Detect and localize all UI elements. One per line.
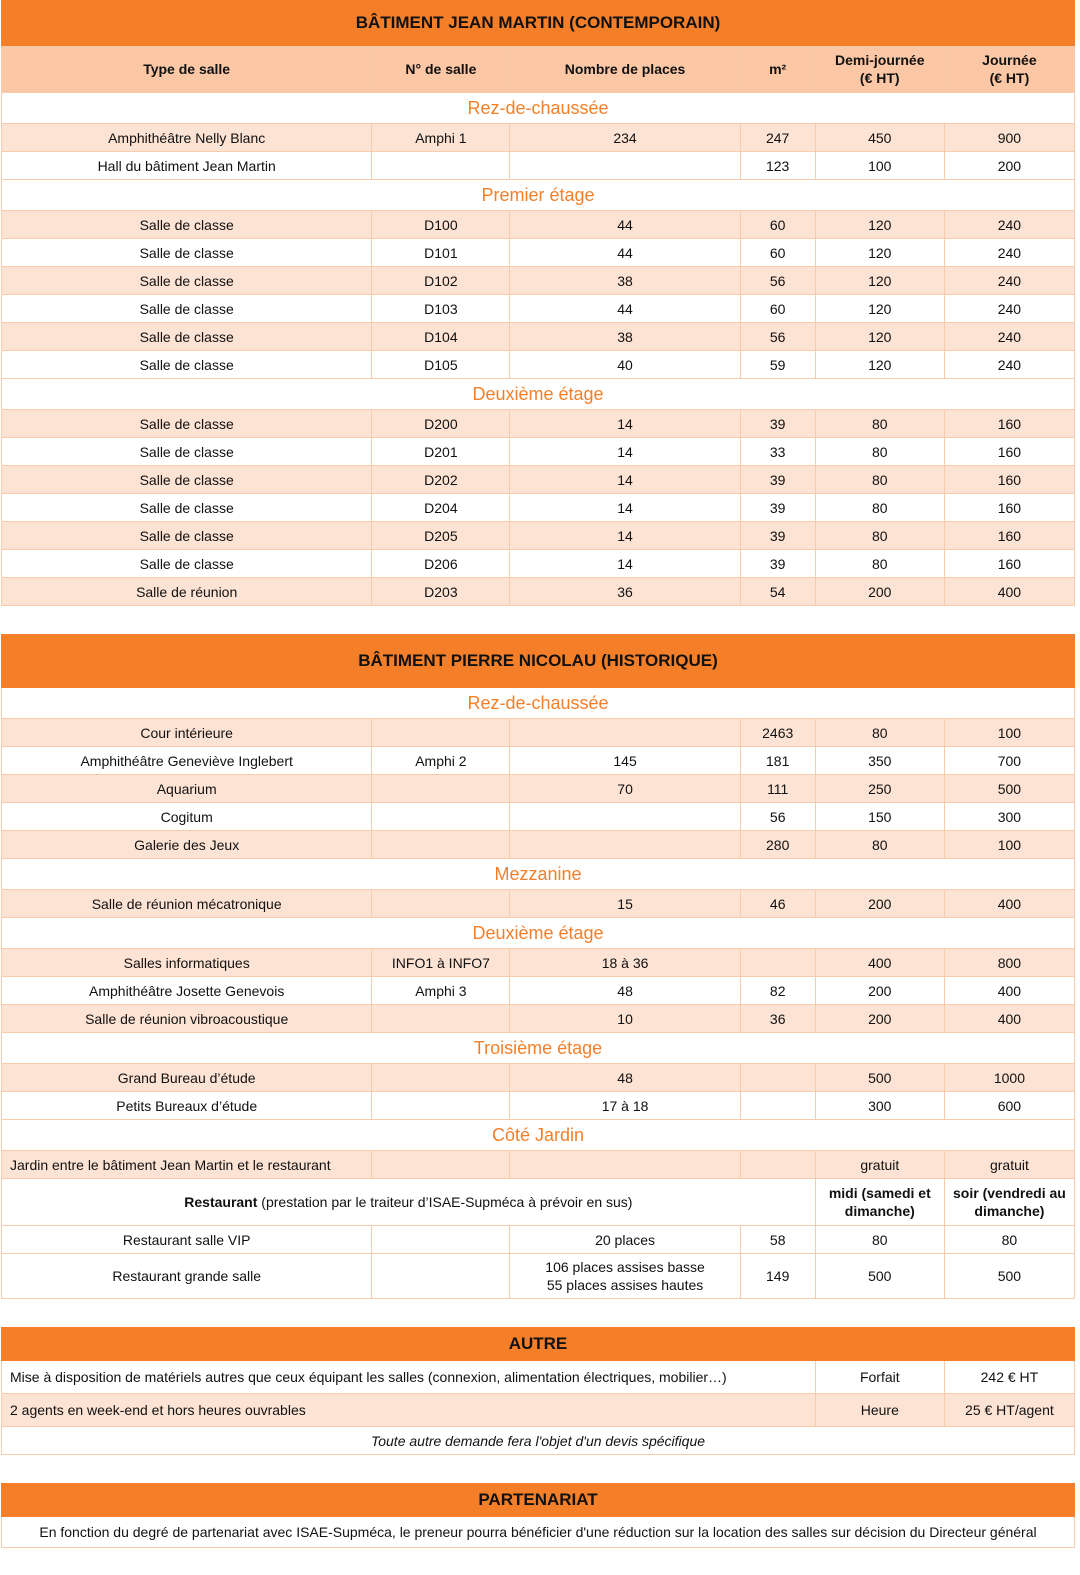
table-row	[2, 1064, 1075, 1092]
table-row	[2, 438, 1075, 466]
places: 17 à 18	[510, 1092, 740, 1120]
day-price: 400	[944, 890, 1074, 918]
area: 149	[740, 1254, 815, 1299]
day-price: 100	[944, 719, 1074, 747]
room-type: Cour intérieure	[2, 719, 372, 747]
day-price: 80	[944, 1226, 1074, 1254]
autre-note: Toute autre demande fera l'objet d'un devis spécifique	[2, 1427, 1075, 1455]
area: 59	[740, 351, 815, 379]
section-header	[2, 918, 1075, 949]
room-type: Salle de classe	[2, 494, 372, 522]
table-row	[2, 831, 1075, 859]
half-day-price: 450	[815, 124, 944, 152]
room-type: Salle de classe	[2, 323, 372, 351]
places: 14	[510, 410, 740, 438]
building-pierre-nicolau-table	[1, 634, 1075, 1299]
section-title: Deuxième étage	[2, 918, 1075, 949]
area: 82	[740, 977, 815, 1005]
area: 56	[740, 323, 815, 351]
half-day-price: 200	[815, 578, 944, 606]
room-number: Amphi 1	[372, 124, 510, 152]
room-type: Salle de classe	[2, 267, 372, 295]
table-title: PARTENARIAT	[2, 1484, 1075, 1517]
area: 33	[740, 438, 815, 466]
room-type: Salle de classe	[2, 550, 372, 578]
places: 14	[510, 466, 740, 494]
room-number	[372, 1226, 510, 1254]
area	[740, 1092, 815, 1120]
room-number: D206	[372, 550, 510, 578]
area: 60	[740, 211, 815, 239]
room-number	[372, 1151, 510, 1179]
half-day-price: 80	[815, 494, 944, 522]
day-price: 600	[944, 1092, 1074, 1120]
room-number: D203	[372, 578, 510, 606]
places: 48	[510, 1064, 740, 1092]
half-day-price: 80	[815, 522, 944, 550]
section-header	[2, 93, 1075, 124]
day-price: 700	[944, 747, 1074, 775]
day-price: 1000	[944, 1064, 1074, 1092]
day-price: 160	[944, 438, 1074, 466]
half-day-price: 120	[815, 295, 944, 323]
section-header	[2, 688, 1075, 719]
half-day-price: 80	[815, 466, 944, 494]
half-day-price: 80	[815, 1226, 944, 1254]
places: 14	[510, 550, 740, 578]
restaurant-header-row	[2, 1179, 1075, 1226]
room-type: Galerie des Jeux	[2, 831, 372, 859]
half-day-price: 400	[815, 949, 944, 977]
half-day-price: 80	[815, 410, 944, 438]
col-places: Nombre de places	[510, 46, 740, 93]
day-price: 240	[944, 267, 1074, 295]
half-day-price: 500	[815, 1064, 944, 1092]
area	[740, 949, 815, 977]
room-type: Petits Bureaux d’étude	[2, 1092, 372, 1120]
table-row	[2, 295, 1075, 323]
area: 60	[740, 295, 815, 323]
room-number: INFO1 à INFO7	[372, 949, 510, 977]
room-type: Amphithéâtre Josette Genevois	[2, 977, 372, 1005]
day-price: 100	[944, 831, 1074, 859]
places: 70	[510, 775, 740, 803]
area	[740, 1064, 815, 1092]
room-type: Aquarium	[2, 775, 372, 803]
table-row	[2, 239, 1075, 267]
table-row	[2, 1151, 1075, 1179]
room-type: Grand Bureau d’étude	[2, 1064, 372, 1092]
table-row	[2, 494, 1075, 522]
places: 18 à 36	[510, 949, 740, 977]
places: 14	[510, 522, 740, 550]
half-day-price: 250	[815, 775, 944, 803]
section-title: Troisième étage	[2, 1033, 1075, 1064]
places: 145	[510, 747, 740, 775]
day-price: 160	[944, 466, 1074, 494]
area: 39	[740, 410, 815, 438]
table-row	[2, 719, 1075, 747]
room-number: D101	[372, 239, 510, 267]
places: 38	[510, 267, 740, 295]
room-type: Salle de classe	[2, 351, 372, 379]
day-price: 200	[944, 152, 1074, 180]
room-type: Salle de réunion vibroacoustique	[2, 1005, 372, 1033]
room-type: Hall du bâtiment Jean Martin	[2, 152, 372, 180]
places: 106 places assises basse 55 places assises hautes	[510, 1254, 740, 1299]
room-number	[372, 1005, 510, 1033]
table-row	[2, 1226, 1075, 1254]
room-type: Salle de classe	[2, 239, 372, 267]
room-type: Salle de classe	[2, 295, 372, 323]
table-row	[2, 1254, 1075, 1299]
area: 39	[740, 466, 815, 494]
half-day-price: 120	[815, 211, 944, 239]
room-type: Restaurant salle VIP	[2, 1226, 372, 1254]
col-type: Type de salle	[2, 46, 372, 93]
room-number	[372, 719, 510, 747]
places: 15	[510, 890, 740, 918]
room-number: D105	[372, 351, 510, 379]
places: 14	[510, 438, 740, 466]
day-price: 400	[944, 977, 1074, 1005]
table-title: BÂTIMENT PIERRE NICOLAU (HISTORIQUE)	[2, 635, 1075, 688]
day-price: 240	[944, 211, 1074, 239]
area: 56	[740, 803, 815, 831]
table-row	[2, 323, 1075, 351]
table-row	[2, 949, 1075, 977]
table-row	[2, 550, 1075, 578]
section-title: Premier étage	[2, 180, 1075, 211]
room-type: Salle de classe	[2, 438, 372, 466]
half-day-price: 100	[815, 152, 944, 180]
area: 123	[740, 152, 815, 180]
day-price: gratuit	[944, 1151, 1074, 1179]
restaurant-label: Restaurant (prestation par le traiteur d’ISAE-Supméca à prévoir en sus)	[2, 1179, 816, 1226]
table-title: BÂTIMENT JEAN MARTIN (CONTEMPORAIN)	[2, 1, 1075, 46]
table-title: AUTRE	[2, 1328, 1075, 1361]
half-day-price: 150	[815, 803, 944, 831]
places: 10	[510, 1005, 740, 1033]
area: 54	[740, 578, 815, 606]
section-header	[2, 180, 1075, 211]
day-price: 160	[944, 410, 1074, 438]
day-price: 400	[944, 578, 1074, 606]
area: 280	[740, 831, 815, 859]
section-title: Deuxième étage	[2, 379, 1075, 410]
room-number: Amphi 3	[372, 977, 510, 1005]
half-day-price: 120	[815, 323, 944, 351]
section-header	[2, 379, 1075, 410]
autre-table	[1, 1327, 1075, 1455]
room-type: Jardin entre le bâtiment Jean Martin et le restaurant	[2, 1151, 372, 1179]
places: 234	[510, 124, 740, 152]
room-number: D100	[372, 211, 510, 239]
places: 44	[510, 295, 740, 323]
table-row	[2, 267, 1075, 295]
day-price: 160	[944, 550, 1074, 578]
room-number	[372, 1254, 510, 1299]
room-number: D102	[372, 267, 510, 295]
day-price: 240	[944, 323, 1074, 351]
partenariat-table	[1, 1483, 1075, 1548]
half-day-price: 500	[815, 1254, 944, 1299]
table-row	[2, 351, 1075, 379]
room-type: Salle de classe	[2, 466, 372, 494]
room-type: Salle de réunion	[2, 578, 372, 606]
area: 247	[740, 124, 815, 152]
half-day-price: 80	[815, 719, 944, 747]
room-number	[372, 775, 510, 803]
section-header	[2, 1120, 1075, 1151]
table-row	[2, 466, 1075, 494]
day-price: 300	[944, 803, 1074, 831]
room-number	[372, 1092, 510, 1120]
table-row	[2, 124, 1075, 152]
day-price: 160	[944, 522, 1074, 550]
places	[510, 831, 740, 859]
area: 111	[740, 775, 815, 803]
section-title: Mezzanine	[2, 859, 1075, 890]
room-number: Amphi 2	[372, 747, 510, 775]
day-price: 500	[944, 775, 1074, 803]
day-price: 400	[944, 1005, 1074, 1033]
building-jean-martin-table	[1, 0, 1075, 606]
col-number: N° de salle	[372, 46, 510, 93]
half-day-price: 120	[815, 267, 944, 295]
places	[510, 1151, 740, 1179]
area: 36	[740, 1005, 815, 1033]
day-price: 900	[944, 124, 1074, 152]
table-row	[2, 410, 1075, 438]
half-day-price: 200	[815, 977, 944, 1005]
places: 38	[510, 323, 740, 351]
table-row	[2, 890, 1075, 918]
area: 60	[740, 239, 815, 267]
places: 14	[510, 494, 740, 522]
places: 48	[510, 977, 740, 1005]
room-number	[372, 890, 510, 918]
day-price: 160	[944, 494, 1074, 522]
area: 39	[740, 550, 815, 578]
room-type: Salles informatiques	[2, 949, 372, 977]
section-title: Côté Jardin	[2, 1120, 1075, 1151]
partenariat-text: En fonction du degré de partenariat avec ISAE-Supméca, le preneur pourra bénéficier d'une réduction sur la location des salles sur décision du Directeur général	[2, 1517, 1075, 1548]
area: 39	[740, 494, 815, 522]
table-row	[2, 775, 1075, 803]
room-type: Restaurant grande salle	[2, 1254, 372, 1299]
places: 44	[510, 239, 740, 267]
room-number	[372, 831, 510, 859]
table-row	[2, 977, 1075, 1005]
area	[740, 1151, 815, 1179]
col-day: Journée (€ HT)	[944, 46, 1074, 93]
places: 44	[510, 211, 740, 239]
area: 58	[740, 1226, 815, 1254]
room-type: Salle de réunion mécatronique	[2, 890, 372, 918]
day-price: 240	[944, 295, 1074, 323]
area: 2463	[740, 719, 815, 747]
room-number	[372, 803, 510, 831]
places: 40	[510, 351, 740, 379]
table-row: Mise à disposition de matériels autres que ceux équipant les salles (connexion, alimentation électriques, mobilier…) Forfait 242 € HT	[2, 1361, 1075, 1394]
room-number: D204	[372, 494, 510, 522]
room-number	[372, 152, 510, 180]
column-headers	[2, 46, 1075, 93]
room-number: D202	[372, 466, 510, 494]
day-price: 240	[944, 239, 1074, 267]
col-area: m²	[740, 46, 815, 93]
table-row	[2, 1092, 1075, 1120]
restaurant-soir-header: soir (vendredi au dimanche)	[944, 1179, 1074, 1226]
section-title: Rez-de-chaussée	[2, 93, 1075, 124]
places	[510, 152, 740, 180]
area: 181	[740, 747, 815, 775]
day-price: 240	[944, 351, 1074, 379]
room-number: D201	[372, 438, 510, 466]
table-row	[2, 803, 1075, 831]
room-type: Cogitum	[2, 803, 372, 831]
half-day-price: 200	[815, 1005, 944, 1033]
room-type: Salle de classe	[2, 522, 372, 550]
table-row	[2, 152, 1075, 180]
room-number: D103	[372, 295, 510, 323]
table-row	[2, 211, 1075, 239]
places	[510, 719, 740, 747]
half-day-price: 80	[815, 550, 944, 578]
area: 56	[740, 267, 815, 295]
places: 20 places	[510, 1226, 740, 1254]
area: 46	[740, 890, 815, 918]
room-number: D200	[372, 410, 510, 438]
day-price: 800	[944, 949, 1074, 977]
section-header	[2, 859, 1075, 890]
half-day-price: 300	[815, 1092, 944, 1120]
table-row: 2 agents en week-end et hors heures ouvrables Heure 25 € HT/agent	[2, 1394, 1075, 1427]
table-row	[2, 1005, 1075, 1033]
room-number: D104	[372, 323, 510, 351]
half-day-price: 80	[815, 438, 944, 466]
half-day-price: 120	[815, 351, 944, 379]
room-type: Amphithéâtre Geneviève Inglebert	[2, 747, 372, 775]
day-price: 500	[944, 1254, 1074, 1299]
table-row	[2, 747, 1075, 775]
room-number: D205	[372, 522, 510, 550]
places	[510, 803, 740, 831]
room-type: Amphithéâtre Nelly Blanc	[2, 124, 372, 152]
half-day-price: 120	[815, 239, 944, 267]
section-title: Rez-de-chaussée	[2, 688, 1075, 719]
half-day-price: 350	[815, 747, 944, 775]
room-type: Salle de classe	[2, 410, 372, 438]
col-half-day: Demi-journée (€ HT)	[815, 46, 944, 93]
table-row	[2, 522, 1075, 550]
half-day-price: 200	[815, 890, 944, 918]
half-day-price: 80	[815, 831, 944, 859]
half-day-price: gratuit	[815, 1151, 944, 1179]
area: 39	[740, 522, 815, 550]
restaurant-midi-header: midi (samedi et dimanche)	[815, 1179, 944, 1226]
places: 36	[510, 578, 740, 606]
section-header	[2, 1033, 1075, 1064]
room-number	[372, 1064, 510, 1092]
room-type: Salle de classe	[2, 211, 372, 239]
table-row	[2, 578, 1075, 606]
